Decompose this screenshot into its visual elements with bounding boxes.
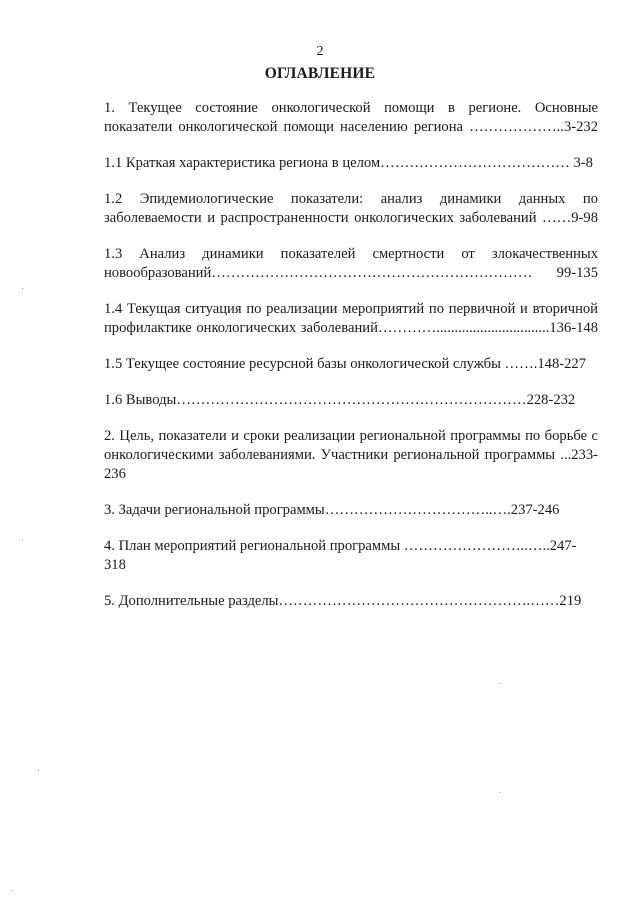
toc-entry-1-5: 1.5 Текущее состояние ресурсной базы онкологической службы …….148-227 (104, 356, 587, 372)
toc-entry-1-2: 1.2 Эпидемиологические показатели: анализ динамики данных по заболеваемости и распространенности онкологических заболеваний ……9-98 (104, 191, 598, 226)
scan-artifact (500, 683, 501, 684)
toc-entry-1-6: 1.6 Выводы………………………………………………………………228-232 (104, 392, 576, 408)
scan-artifact (22, 540, 23, 541)
scan-artifact (38, 770, 39, 771)
page-number: 2 (316, 44, 324, 59)
table-of-contents (104, 99, 598, 628)
toc-entry-3: 3. Задачи региональной программы……………………………..….237-246 (104, 502, 560, 518)
scan-artifact (500, 792, 501, 793)
scan-artifact (12, 890, 13, 891)
toc-entry-1-3: 1.3 Анализ динамики показателей смертности от злокачественных новообразований………………………………………………………… 99-135 (104, 246, 598, 281)
toc-entry-5: 5. Дополнительные разделы…………………………………………….……219 (104, 593, 582, 609)
page-title: ОГЛАВЛЕНИЕ (264, 65, 376, 82)
toc-entry-1-4: 1.4 Текущая ситуация по реализации мероприятий по первичной и вторичной профилактике онкологических заболеваний…………...............................136-148 (104, 301, 598, 336)
toc-entry-1-1: 1.1 Краткая характеристика региона в целом………………………………… 3-8 (104, 155, 593, 171)
scan-artifact (22, 288, 23, 289)
toc-entry-1: 1. Текущее состояние онкологической помощи в регионе. Основные показатели онкологической помощи населению региона ………………..3-232 (104, 100, 598, 135)
toc-entry-2: 2. Цель, показатели и сроки реализации региональной программы по борьбе с онкологическими заболеваниями. Участники региональной программы ...233-236 (104, 428, 598, 482)
toc-entry-4: 4. План мероприятий региональной программы ……………………..…..247-318 (104, 538, 577, 573)
